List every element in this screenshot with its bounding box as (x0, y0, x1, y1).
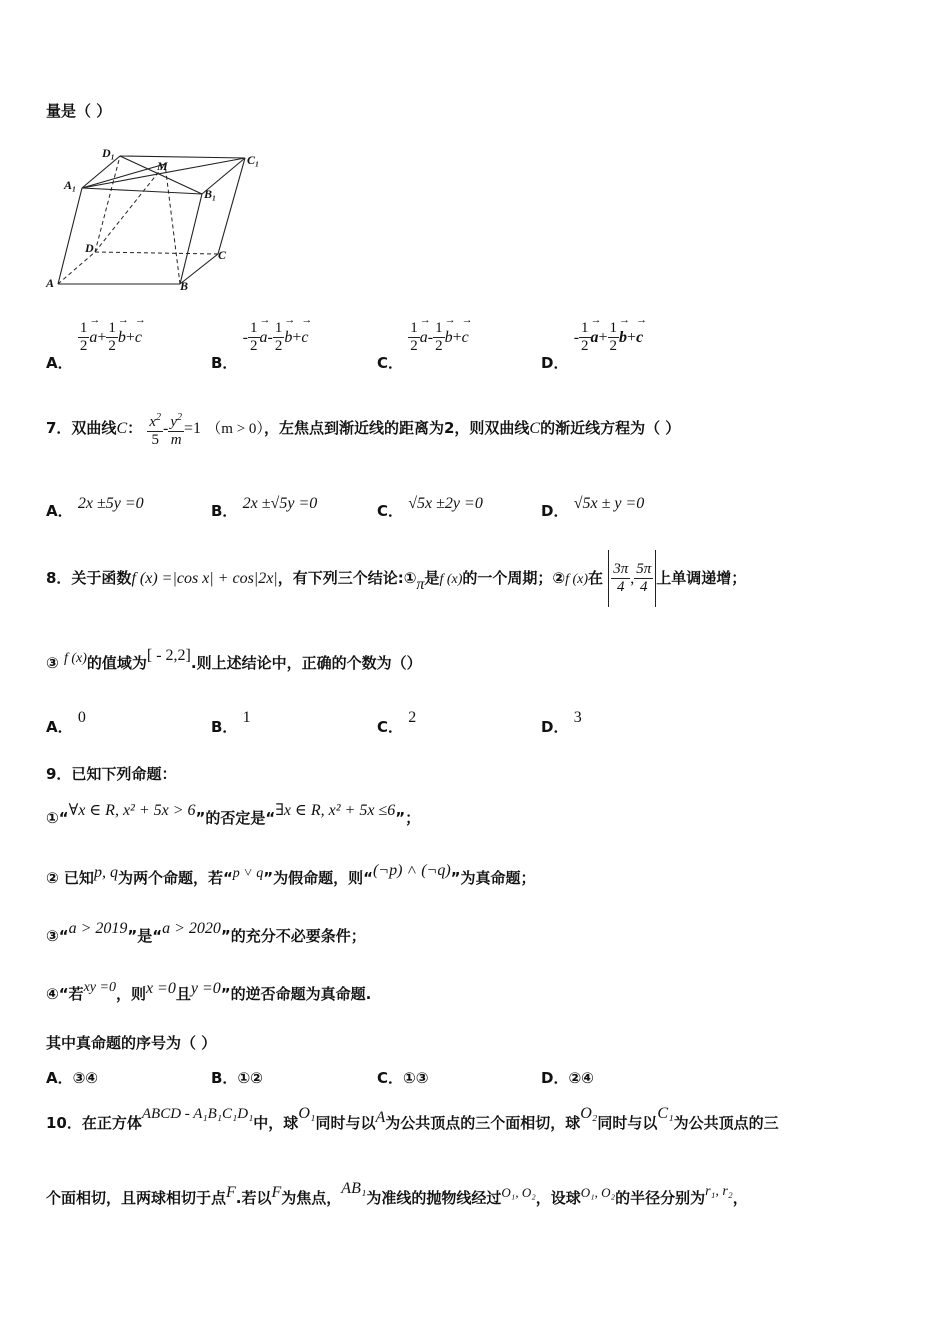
q7-option-b[interactable]: B． 2x ±√5y =0 (211, 495, 318, 520)
q7-option-d[interactable]: D． √5x ± y =0 (541, 495, 645, 520)
q6-option-a[interactable]: A． $\frac{1}{2}$ → a+ $\frac{1}{2}$ → b+→ c (46, 320, 142, 355)
label-d1: D₁ (102, 146, 115, 160)
q7-stem: 7．双曲线C： $\frac{x^2}{5}$ - $\frac{y^2}{m}$ =1 （m > 0），左焦点到渐近线的距离为2，则双曲线C的渐近线方程为（ ） (46, 405, 680, 452)
label-d: D (85, 241, 94, 255)
q9-prop-3: ③“a > 2019”是“a > 2020”的充分不必要条件； (46, 920, 366, 945)
q9-option-b[interactable]: B．①② (211, 1069, 263, 1087)
q9-option-d[interactable]: D．②④ (541, 1069, 594, 1087)
q9-question: 其中真命题的序号为（ ） (46, 1034, 217, 1052)
label-c1: C₁ (247, 153, 260, 167)
q9-prop-2: ② 已知p, q为两个命题，若“p ˅ q”为假命题，则“(¬p) ˄ (¬q)”为真命题； (46, 862, 536, 887)
q8-option-d[interactable]: D． 3 (541, 709, 582, 736)
q8-option-c[interactable]: C． 2 (377, 709, 417, 736)
label-a1: A₁ (64, 178, 77, 192)
label-a: A (46, 276, 55, 290)
q9-prop-1: ①“∀x ∈ R, x² + 5x > 6”的否定是“∃x ∈ R, x² + 5x ≤6”； (46, 802, 421, 827)
q7-option-c[interactable]: C． √5x ±2y =0 (377, 495, 483, 520)
q6-option-b[interactable]: B． - $\frac{1}{2}$ → a- $\frac{1}{2}$ → b+→ c (211, 320, 308, 355)
q7-option-a[interactable]: A． 2x ±5y =0 (46, 495, 144, 520)
q8-stem-line1: 8．关于函数f (x) =|cos x| + cos|2x|，有下列三个结论:①π是f (x)的一个周期；②f (x)在 $\frac{3\pi}{4}$ , $\frac{5\pi}{4}$ 上单调递增； (46, 550, 746, 608)
label-m: M (157, 159, 168, 173)
q6-option-c[interactable]: C． $\frac{1}{2}$ → a- $\frac{1}{2}$ → b+→ c (377, 320, 469, 355)
q10-line1: 10．在正方体ABCD - A₁B₁C₁D₁中，球O₁同时与以A为公共顶点的三个面相切，球O₂同时与以C₁为公共顶点的三 (46, 1105, 779, 1132)
q8-option-a[interactable]: A． 0 (46, 709, 86, 736)
q6-stem-tail: 量是（ ） (46, 102, 112, 120)
q9-title: 9．已知下列命题： (46, 765, 177, 783)
q9-option-c[interactable]: C．①③ (377, 1069, 429, 1087)
q6-option-d[interactable]: D． - $\frac{1}{2}$ → a+ $\frac{1}{2}$ → b+→ c (541, 320, 643, 355)
label-b: B (180, 279, 189, 293)
q8-option-b[interactable]: B． 1 (211, 709, 251, 736)
label-c: C (218, 248, 227, 262)
q8-stem-line2: ③ f (x)的值域为[ - 2,2].则上述结论中，正确的个数为（） (46, 647, 422, 672)
q9-option-a[interactable]: A．③④ (46, 1069, 99, 1087)
q6-parallelepiped-figure (40, 142, 270, 294)
label-b1: B₁ (204, 187, 217, 201)
q9-prop-4: ④“若xy =0，则x =0且y =0”的逆否命题为真命题. (46, 980, 372, 1003)
q10-line2: 个面相切，且两球相切于点F.若以F为焦点，AB₁为准线的抛物线经过O₁, O₂，设球O₁, O₂的半径分别为r₁, r₂， (46, 1180, 748, 1207)
